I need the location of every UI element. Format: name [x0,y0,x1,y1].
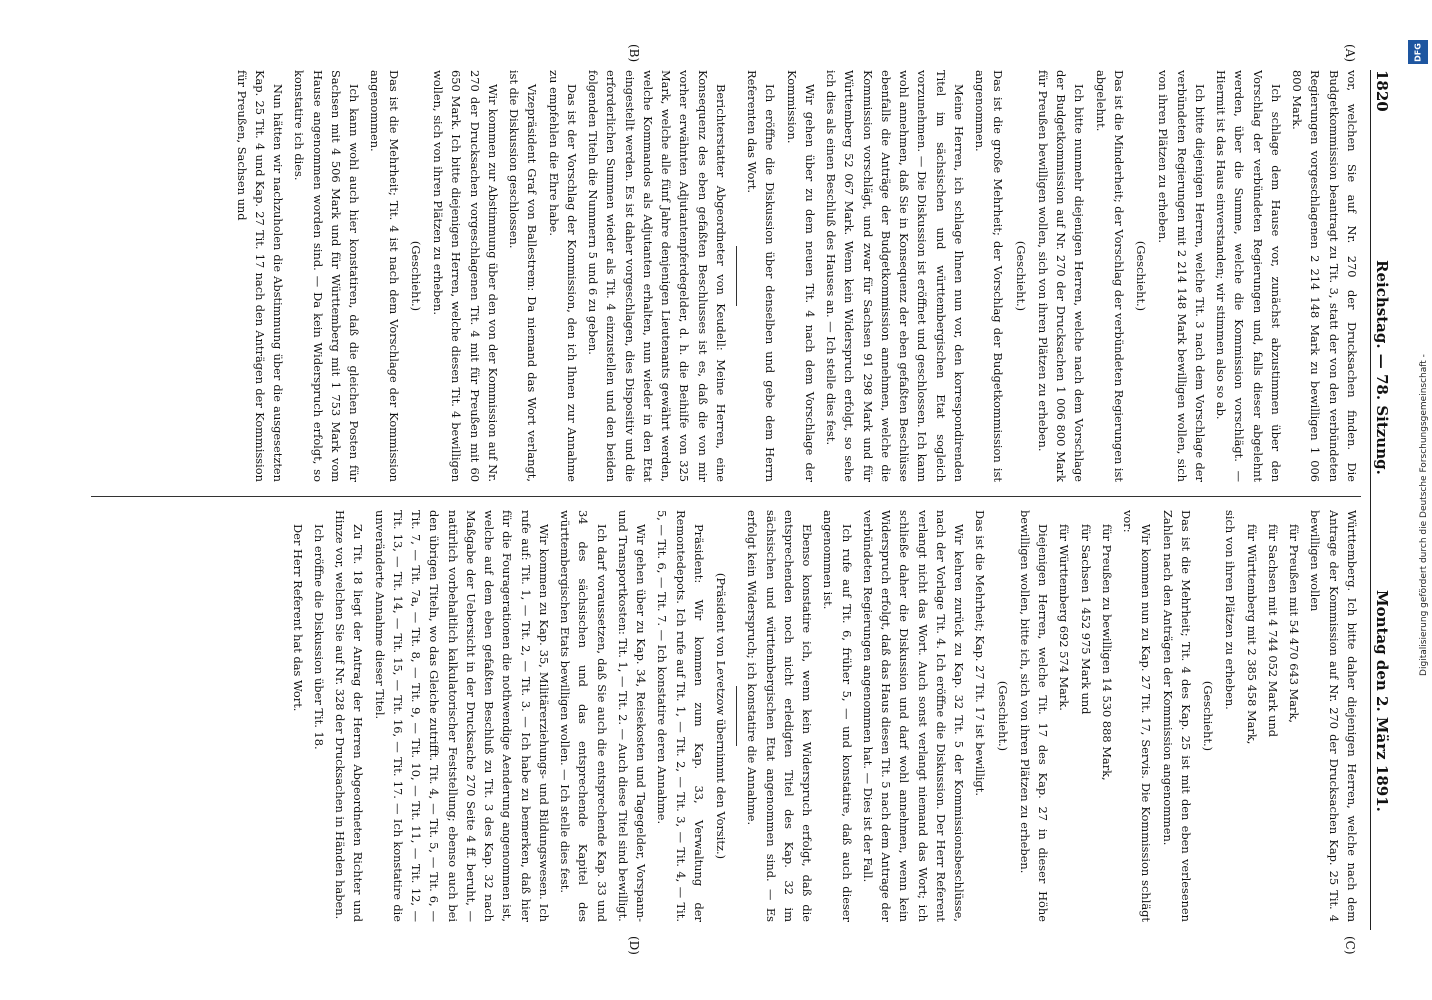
paragraph: Württemberg. Ich bitte daher diejenigen Herren, welche nach dem Antrage der Kommission auf Nr. 270 der Drucksachen Kap. 25 Tit. 4 bewilligen wollen [1308,510,1359,922]
paragraph: Das ist die große Mehrheit; der Vorschlag der Budgetkommission ist angenommen. [973,70,1006,482]
paragraph: Das ist die Mehrheit; Tit. 4 ist nach dem Vorschlage der Kommission angenommen. [368,70,401,482]
paragraph: Präsident: Wir kommen zum Kap. 33, Verwaltung der Remontedepots. Ich rufe auf Tit. 1, — Tit. 2, — Tit. 3, — Tit. 4, — Tit. 5, — Tit. 6, — Tit. 7. — Ich konstatire deren Annahme. [655,510,706,922]
paragraph: Ich rufe auf Tit. 6, früher 5, — und konstatire, daß auch dieser angenommen ist. [821,510,854,922]
list-line: für Sachsen 1 452 975 Mark und [1078,524,1093,715]
page-header [1370,70,1395,930]
stage-direction: (Geschieht.) [1013,240,1028,312]
paragraph: Ich eröffne die Diskussion über denselben und gebe dem Herrn Referenten das Wort. [745,70,778,482]
margin-marker-a: (A) [1343,44,1357,63]
document-page [31,30,1401,970]
session-date: Montag den 2. März 1891. [1373,590,1391,812]
stage-direction: (Präsident von Levetzow übernimmt den Vorsitz.) [714,572,729,860]
paragraph: Vizepräsident Graf von Ballestrem: Da niemand das Wort verlangt, ist die Diskussion geschlossen. [507,70,540,482]
margin-marker-c: (C) [1343,936,1357,955]
list-line: für Württemberg 692 574 Mark. [1057,524,1072,711]
paragraph: Das ist die Minderheit; der Vorschlag der verbündeten Regierungen ist abgelehnt. [1093,70,1126,482]
dfg-logo [1408,40,1428,64]
stage-direction: (Geschieht.) [1134,240,1149,312]
paragraph: Ich schlage dem Hause vor, zunächst abzustimmen über den Vorschlag der verbündeten Regierungen und, falls dieser abgelehnt werden, über die Summe, welche die Kommission vorschlägt. — Hiermit ist das Haus einverstanden; wir stimmen also so ab. [1214,70,1283,482]
paragraph: Ich bitte nunmehr diejenigen Herren, welche nach dem Vorschlage der Budgetkommission auf Nr. 270 der Drucksachen 1 006 800 Mark für Preußen bewilligen wollen, sich von ihren Plätzen zu erheben. [1036,70,1087,482]
paragraph: Der Herr Referent hat das Wort. [290,524,305,712]
paragraph: Meine Herren, ich schlage Ihnen nun vor, den korrespondirenden Titel im sächsischen und württembergischen Etat sogleich vorzunehmen. — Die Diskussion ist eröffnet und geschlossen. Ich kann wohl annehmen, daß Sie in Konsequenz der eben gefaßten Beschlüsse ebenfalls die Anträge der Budgetkommission annehmen, welche die Kommission vorschlägt, und zwar für Sachsen 91 298 Mark und für Württemberg 52 067 Mark. Wenn kein Widerspruch erfolgt, so sehe ich dies als einen Beschluß des Hauses an. — Ich stelle dies fest. [824,70,966,482]
list-line: für Sachsen mit 4 744 052 Mark und [1266,524,1280,738]
margin-marker-b: (B) [627,44,641,63]
publication-title: Reichstag. — 78. Sitzung. [1373,260,1391,475]
list-line: für Preußen zu bewilligen 14 530 888 Mark, [1100,524,1114,781]
paragraph: Wir gehen über zu dem neuen Tit. 4 nach dem Vorschlage der Kommission. [784,70,817,482]
paragraph: Das ist der Vorschlag der Kommission, den ich Ihnen zur Annahme zu empfehlen die Ehre habe. [546,70,579,482]
left-column [71,70,1361,482]
paragraph: Zu Tit. 18 liegt der Antrag der Herren Abgeordneten Richter und Hinze vor, welchen Sie auf Nr. 328 der Drucksachen in Händen haben. [333,510,366,922]
separator [736,246,737,306]
paragraph: sich von ihren Plätzen zu erheben. [1223,510,1238,710]
paragraph: Das ist die Mehrheit; Kap. 27 Tit. 17 ist bewilligt. [973,510,988,796]
paragraph: Nun hätten wir nachzuholen die Abstimmung über die ausgesetzten Kap. 25 Tit. 4 und Kap. 27 Tit. 17 nach den Anträgen der Kommission für Preußen, Sachsen und [234,70,286,482]
stage-direction: (Geschieht.) [409,240,423,312]
credit-text: Digitalisierung gefördert durch die Deutsche Forschungsgemeinschaft - [1419,354,1429,676]
paragraph: Ebenso konstatire ich, wenn kein Widerspruch erfolgt, daß die entsprechenden noch nicht erledigten Titel des Kap. 32 im sächsischen und württembergischen Etat angenommen sind. — Es erfolgt kein Widerspruch; ich konstatire die Annahme. [745,510,815,922]
separator [736,686,737,746]
list-line: für Preußen mit 54 470 643 Mark, [1287,524,1302,724]
paragraph: Wir kommen zur Abstimmung über den von der Kommission auf Nr. 270 der Drucksachen vorgeschlagenen Tit. 4 mit für Preußen mit 60 650 Mark. Ich bitte diejenigen Herren, welche diesen Tit. 4 bewilligen wollen, sich von ihren Plätzen zu erheben. [431,70,500,482]
margin-marker-d: (D) [627,936,641,955]
right-column [71,510,1361,922]
paragraph: vor, welchen Sie auf Nr. 270 der Drucksachen finden. Die Budgetkommission beantragt zu Tit. 3, statt der von den verbündeten Regierungen vorgeschlagenen 2 214 148 Mark zu bewilligen 1 006 800 Mark. [1290,70,1359,482]
paragraph: Ich kann wohl auch hier konstatiren, daß die gleichen Posten für Sachsen mit 4 506 Mark und für Württemberg mit 1 753 Mark vom Hause angenommen worden sind. — Da kein Widerspruch erfolgt, so konstatire ich dies. [292,70,362,482]
paragraph: Ich bitte diejenigen Herren, welche Tit. 3 nach dem Vorschlage der verbündeten Regierungen mit 2 214 148 Mark bewilligen wollen, sich von ihren Plätzen zu erheben. [1156,70,1207,482]
paragraph: Wir kommen nun zu Kap. 27 Tit. 17, Servis. Die Kommission schlägt vor: [1121,510,1154,922]
paragraph: Das ist die Mehrheit; Tit. 4 des Kap. 25 ist mit den eben verlesenen Zahlen nach den Anträgen der Kommission angenommen. [1160,510,1193,922]
paragraph: Ich eröffne die Diskussion über Tit. 18. [312,524,326,750]
column-divider [91,496,1361,497]
stage-direction: (Geschieht.) [995,680,1010,752]
paragraph: Ich darf voraussetzen, daß Sie auch die entsprechende Kap. 33 und 34 des sächsischen und das entsprechende Kapitel des württembergischen Etats bewilligen wollen. — Ich stelle dies fest. [558,510,609,922]
page-number: 1820 [1373,70,1391,112]
paragraph: Berichterstatter Abgeordneter von Keudell: Meine Herren, eine Konsequenz des eben gefaßten Beschlusses ist es, daß die von mir vorher erwähnten Adjutantenpferdegelder, d. h. die Beihilfe von 325 Mark, welche alle fünf Jahre denjenigen Lieutenants gewährt werden, welche Kommandos als Adjutanten erhalten, nun wieder in den Etat eingestellt werden. Es ist daher vorgeschlagen, dies Dispositiv und die erforderlichen Summen wieder als Tit. 4 einzustellen und den beiden folgenden Titeln die Nummern 5 und 6 zu geben. [586,70,728,482]
paragraph: Wir kehren zurück zu Kap. 32 Tit. 5 der Kommissionsbeschlüsse, nach der Vorlage Tit. 4. Ich eröffne die Diskussion. Der Herr Referent verlangt nicht das Wort. Auch sonst verlangt niemand das Wort; ich schließe daher die Diskussion und darf wohl annehmen, wenn kein Widerspruch erfolgt, daß das Haus diesen Tit. 5 nach dem Antrage der verbündeten Regierungen angenommen hat. — Dies ist der Fall. [861,510,967,922]
list-line: für Württemberg mit 2 385 458 Mark, [1244,524,1259,745]
paragraph: Wir kommen zu Kap. 35, Militärerziehungs- und Bildungswesen. Ich rufe auf: Tit. 1, — Tit. 2, — Tit. 3. — Ich habe zu bemerken, daß hier für die Fouragerationen die nothwendige Aenderung angenommen ist, welche auf dem eben gefaßten Beschluß zu Tit. 3 des Kap. 32 nach Maßgabe der Uebersicht in der Drucksache 270 Seite 4 ff. beruht, — natürlich vorbehaltlich kalkulatorischer Feststellung; ebenso auch bei den übrigen Titeln, wo das Gleiche zutrifft. Tit. 4, — Tit. 5, — Tit. 6, — Tit. 7, — Tit. 7a, — Tit. 8, — Tit. 9, — Tit. 10, — Tit. 11, — Tit. 12, — Tit. 13, — Tit. 14, — Tit. 15, — Tit. 16, — Tit. 17. — Ich konstatire die unveränderte Annahme dieser Titel. [372,510,551,922]
stage-direction: (Geschieht.) [1201,680,1216,752]
paragraph: Diejenigen Herren, welche Tit. 17 des Kap. 27 in dieser Höhe bewilligen wollen, bitte ich, sich von ihren Plätzen zu erheben. [1018,510,1051,922]
dfg-logo-text: DFG [1413,43,1423,62]
paragraph: Wir gehen über zu Kap. 34, Reisekosten und Tagegelder, Vorspann- und Transportkosten: Tit. 1, — Tit. 2. — Auch diese Titel sind bewilligt. [616,510,649,922]
digitization-credit [1404,40,1430,960]
